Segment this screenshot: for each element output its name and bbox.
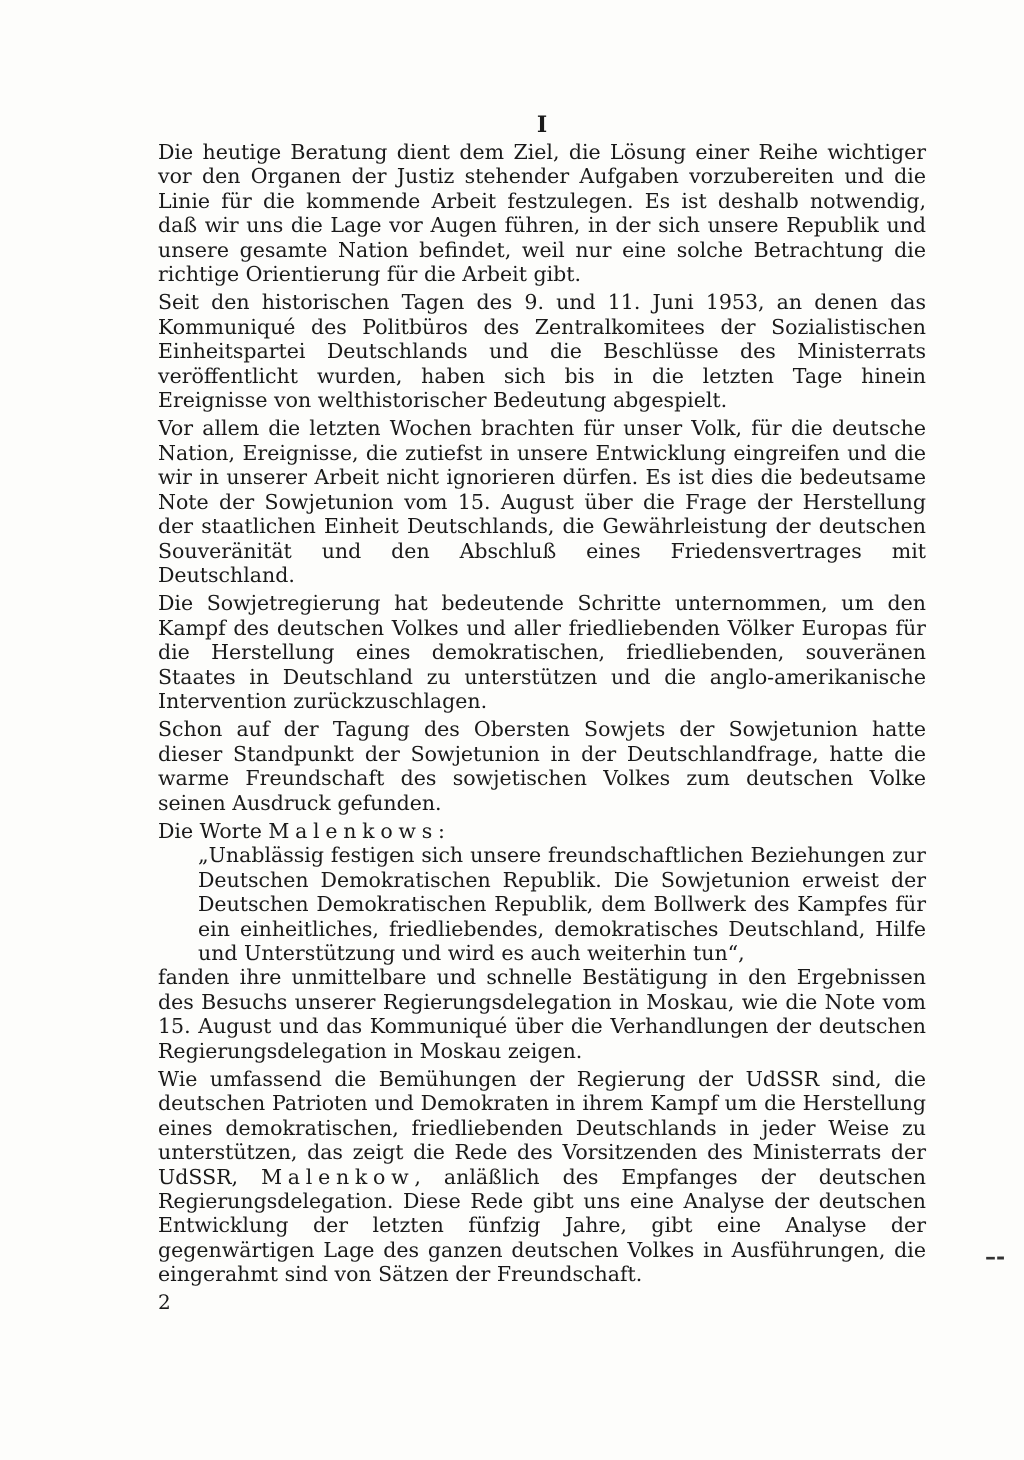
- paragraph-last-name: Malenkow: [261, 1164, 415, 1189]
- paragraph-4: Die Sowjetregierung hat bedeutende Schritte unternommen, um den Kampf des deutschen Volkes und aller friedliebenden Völker Europas für die Herstellung eines demokratischen, friedliebenden, souveränen Staates in Deutschland zu unterstützen und die anglo-amerikanische Intervention zurückzuschlagen.: [158, 591, 926, 713]
- paragraph-1: Die heutige Beratung dient dem Ziel, die Lösung einer Reihe wichtiger vor den Organen der Justiz stehender Aufgaben vorzubereiten und die Linie für die kommende Arbeit festzulegen. Es ist deshalb notwendig, daß wir uns die Lage vor Augen führen, in der sich unsere Republik und unsere gesamte Nation befindet, weil nur eine solche Betrachtung die richtige Orientierung für die Arbeit gibt.: [158, 140, 926, 287]
- quote-intro-name: Malenkows: [268, 818, 438, 843]
- page-number: 2: [158, 1290, 171, 1314]
- continuation-mark: –-: [985, 1244, 1006, 1270]
- quote-intro-prefix: Die Worte: [158, 818, 269, 843]
- paragraph-last-part2: , anläßlich des Empfanges der deutschen Regierungsdelegation. Diese Rede gibt uns eine Analyse der deutschen Entwicklung der letzten fünfzig Jahre, gibt eine Analyse der gegenwärtigen Lage des ganzen deutschen Volkes in Ausführungen, die eingerahmt sind von Sätzen der Freundschaft.: [158, 1164, 926, 1287]
- paragraph-last: [158, 1067, 926, 1287]
- body-text: [158, 140, 926, 1291]
- quote-intro: [158, 819, 926, 843]
- paragraph-last-part1: Wie umfassend die Bemühungen der Regierung der UdSSR sind, die deutschen Patrioten und Demokraten in ihrem Kampf um die Herstellung eines demokratischen, friedliebenden Deutschlands in jeder Weise zu unterstützen, das zeigt die Rede des Vorsitzenden des Ministerrats der UdSSR,: [158, 1067, 926, 1189]
- block-quote: „Unablässig festigen sich unsere freundschaftlichen Beziehungen zur Deutschen Demokratischen Republik. Die Sowjetunion erweist der Deutschen Demokratischen Republik, dem Bollwerk des Kampfes für ein einheitliches, friedliebendes, demokratisches Deutschland, Hilfe und Unterstützung und wird es auch weiterhin tun“,: [198, 843, 926, 965]
- paragraph-2: Seit den historischen Tagen des 9. und 11. Juni 1953, an denen das Kommuniqué des Politbüros des Zentralkomitees der Sozialistischen Einheitspartei Deutschlands und die Beschlüsse des Ministerrats veröffentlicht wurden, haben sich bis in die letzten Tage hinein Ereignisse von welthistorischer Bedeutung abgespielt.: [158, 290, 926, 413]
- section-heading: I: [536, 112, 548, 138]
- quote-intro-suffix: :: [437, 818, 445, 843]
- paragraph-5: Schon auf der Tagung des Obersten Sowjets der Sowjetunion hatte dieser Standpunkt der Sowjetunion in der Deutschlandfrage, hatte die warme Freundschaft des sowjetischen Volkes zum deutschen Volke seinen Ausdruck gefunden.: [158, 717, 926, 815]
- after-quote-paragraph: fanden ihre unmittelbare und schnelle Bestätigung in den Ergebnissen des Besuchs unserer Regierungsdelegation in Moskau, wie die Note vom 15. August und das Kommuniqué über die Verhandlungen der deutschen Regierungsdelegation in Moskau zeigen.: [158, 965, 926, 1063]
- paragraph-3: Vor allem die letzten Wochen brachten für unser Volk, für die deutsche Nation, Ereignisse, die zutiefst in unsere Entwicklung eingreifen und die wir in unserer Arbeit nicht ignorieren dürfen. Es ist dies die bedeutsame Note der Sowjetunion vom 15. August über die Frage der Herstellung der staatlichen Einheit Deutschlands, die Gewährleistung der deutschen Souveränität und den Abschluß eines Friedensvertrages mit Deutschland.: [158, 416, 926, 587]
